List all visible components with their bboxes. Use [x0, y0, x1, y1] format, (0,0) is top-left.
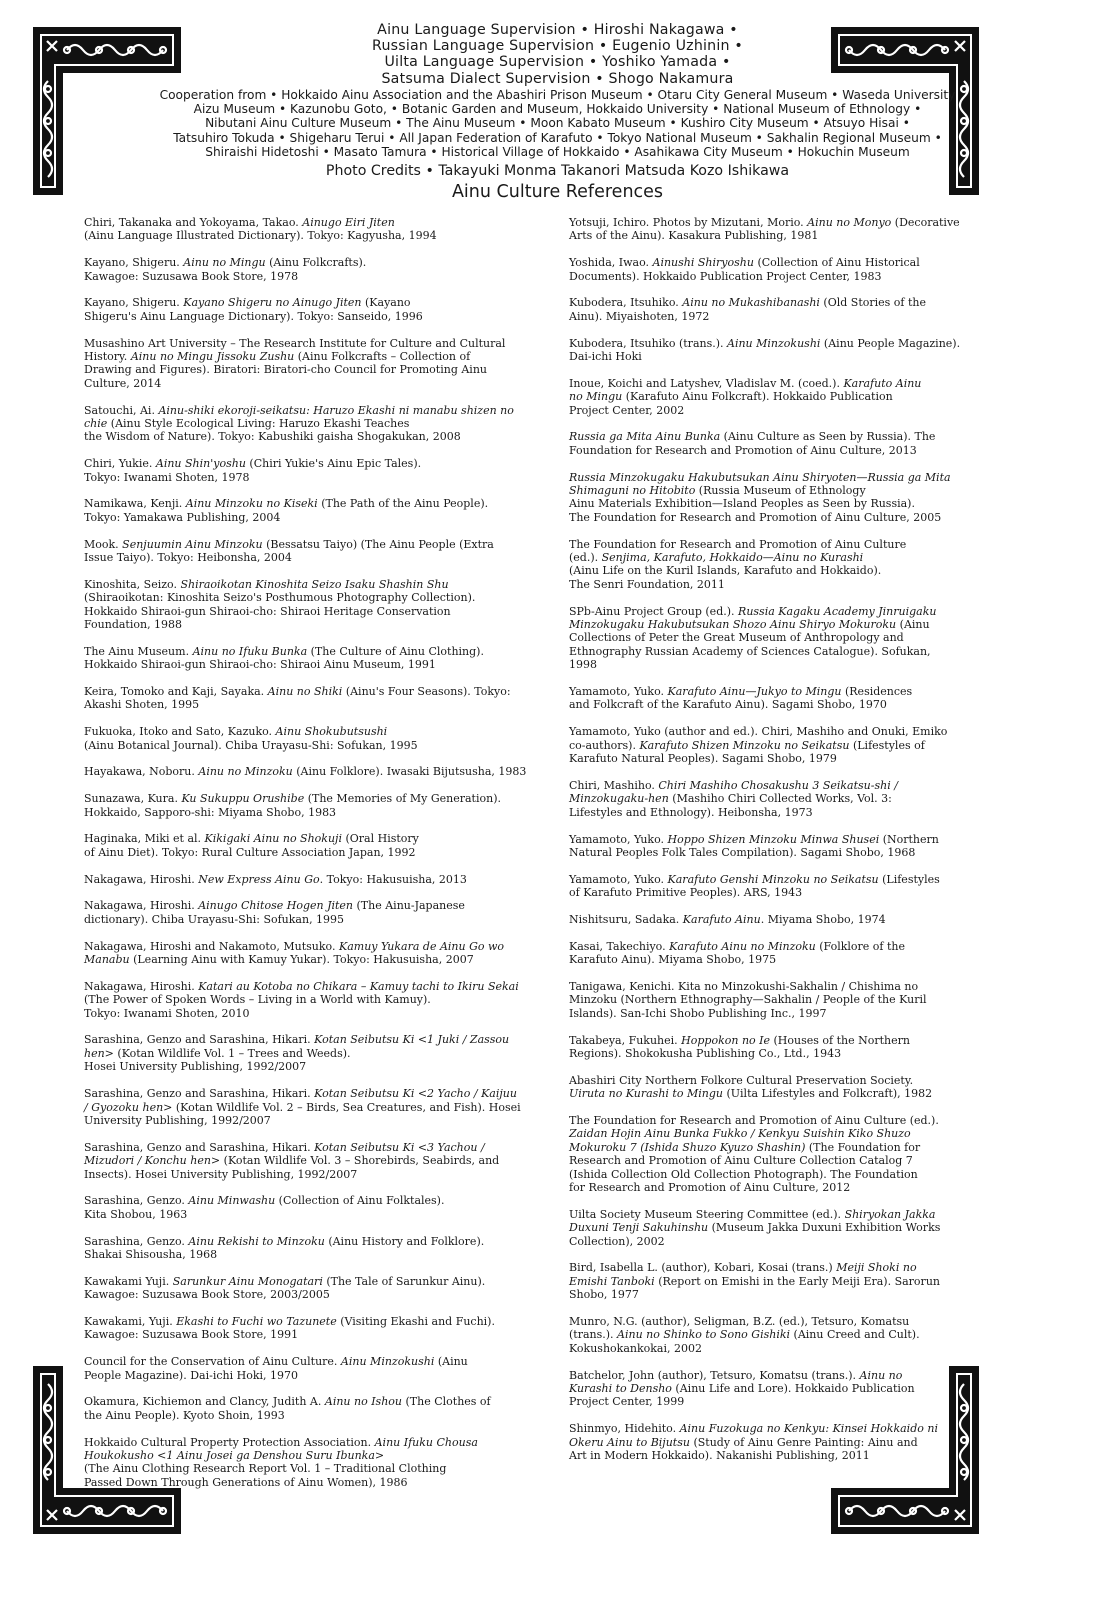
reference-pre: Chiri, Mashiho. [569, 778, 659, 792]
reference-title: New Express Ainu Go [198, 872, 320, 886]
reference-pre: Nishitsuru, Sadaka. [569, 912, 683, 926]
reference-pre: Yoshida, Iwao. [569, 256, 653, 270]
reference-post: (Lifestyles of Karafuto Natural Peoples). Sagami Shobo, 1979 [569, 738, 925, 766]
reference-title: Sarunkur Ainu Monogatari [172, 1274, 323, 1288]
reference-post: (Ainu's Four Seasons). Tokyo: Akashi Shoten, 1995 [84, 685, 511, 712]
reference-post: (Ainu Culture as Seen by Russia). The Foundation for Research and Promotion of Ainu Culture, 2013 [569, 430, 936, 457]
reference-title: Ainu Ifuku Chousa Houkokusho <1 Ainu Josei ga Denshou Suru Ibunka> [84, 1435, 478, 1462]
reference-entry [84, 216, 536, 243]
reference-entry [569, 1208, 973, 1248]
reference-entry [569, 296, 973, 323]
reference-entry [569, 873, 973, 900]
reference-entry [84, 1395, 536, 1422]
reference-pre: Sarashina, Genzo. [84, 1194, 189, 1208]
reference-post: (Ainu Collections of Peter the Great Museum of Anthropology and Ethnography Russian Academy of Sciences Catalogue). Sofukan, 1998 [569, 618, 931, 672]
reference-post: (Ainu Botanical Journal). Chiba Urayasu-Shi: Sofukan, 1995 [84, 738, 418, 752]
reference-post: (The Foundation for Research and Promotion of Ainu Culture Collection Catalog 7 (Ishida Collection Old Collection Photograph). The Foundation for Research and Promotion of Ainu Culture, 2012 [569, 1140, 921, 1194]
reference-pre: Inoue, Koichi and Latyshev, Vladislav M. (coed.). [569, 376, 844, 390]
reference-entry [84, 1355, 536, 1382]
reference-title: Kotan Seibutsu Ki <1 Juki / Zassou hen> [84, 1033, 510, 1060]
reference-pre: Kayano, Shigeru. [84, 256, 184, 270]
reference-pre: Nakagawa, Hiroshi. [84, 899, 199, 913]
reference-entry [84, 404, 536, 444]
reference-pre: Sarashina, Genzo and Sarashina, Hikari. [84, 1140, 315, 1154]
reference-post: . Miyama Shobo, 1974 [760, 912, 886, 926]
reference-post: (Ainu Creed and Cult). Kokushokankokai, 2002 [569, 1328, 920, 1355]
cooperation-line: Aizu Museum • Kazunobu Goto, • Botanic Garden and Museum, Hokkaido University • National Museum of Ethnology • [193, 102, 922, 117]
reference-post: (Kotan Wildlife Vol. 3 – Shorebirds, Seabirds, and Insects). Hosei University Publishing, 1992/2007 [84, 1154, 500, 1181]
reference-title: Ainu no Shiki [267, 685, 343, 699]
reference-post: (Decorative Arts of the Ainu). Kasakura Publishing, 1981 [569, 216, 960, 243]
reference-post: (Ainu Folkcrafts). Kawagoe: Suzusawa Book Store, 1978 [84, 256, 367, 283]
reference-pre: Kinoshita, Seizo. [84, 577, 181, 591]
reference-post: (Oral History of Ainu Diet). Tokyo: Rural Culture Association Japan, 1992 [84, 832, 419, 859]
reference-title: Kotan Seibutsu Ki <2 Yacho / Kaijuu / Gyozoku hen> [84, 1087, 517, 1114]
reference-entry [569, 1114, 973, 1194]
reference-pre: Kawakami Yuji. [84, 1274, 173, 1288]
reference-post: (Karafuto Ainu Folkcraft). Hokkaido Publication Project Center, 2002 [569, 390, 893, 417]
reference-post: (Chiri Yukie's Ainu Epic Tales). Tokyo: Iwanami Shoten, 1978 [84, 457, 422, 484]
reference-title: Shiryokan Jakka Duxuni Tenji Sakuhinshu [569, 1207, 936, 1235]
reference-pre: Hokkaido Cultural Property Protection Association. [84, 1435, 375, 1449]
reference-entry [84, 1436, 536, 1490]
reference-entry [84, 873, 536, 886]
reference-pre: Tanigawa, Kenichi. Kita no Minzokushi-Sakhalin / Chishima no Minzoku (Northern Ethnography—Sakhalin / People of the Kuril Islands). San-Ichi Shobo Publishing Inc., 1997 [569, 979, 927, 1020]
reference-post: (Visiting Ekashi and Fuchi). Kawagoe: Suzusawa Book Store, 1991 [84, 1314, 495, 1342]
reference-post: (Ainu People Magazine). Dai-ichi Hoki [569, 336, 961, 364]
reference-pre: Kawakami, Yuji. [84, 1314, 177, 1328]
reference-post: (Kotan Wildlife Vol. 1 – Trees and Weeds). Hosei University Publishing, 1992/2007 [84, 1046, 351, 1074]
reference-title: Senjima, Karafuto, Hokkaido—Ainu no Kurashi [601, 551, 864, 565]
reference-entry [569, 605, 973, 672]
reference-pre: Yotsuji, Ichiro. Photos by Mizutani, Morio. [569, 216, 808, 229]
reference-pre: Chiri, Yukie. [84, 457, 156, 471]
reference-title: Russia Kagaku Academy Jinruigaku Minzokugaku Hakubutsukan Shozo Ainu Shiryo Mokuroku [569, 604, 937, 632]
reference-entry [569, 685, 973, 712]
reference-post: . Tokyo: Hakusuisha, 2013 [319, 872, 467, 886]
reference-entry [569, 980, 973, 1020]
reference-title: Karafuto Ainu—Jukyo to Mingu [667, 685, 842, 699]
cooperation-line: Cooperation from • Hokkaido Ainu Association and the Abashiri Prison Museum • Otaru City General Museum • Waseda University [159, 87, 956, 102]
reference-pre: Fukuoka, Itoko and Sato, Kazuko. [84, 725, 276, 739]
reference-entry [84, 1235, 536, 1262]
reference-entry [84, 980, 536, 1020]
reference-title: Ainu no Ifuku Bunka [192, 644, 308, 658]
reference-post: (Ainu Folklore). Iwasaki Bijutsusha, 1983 [292, 765, 527, 779]
reference-post: (The Path of the Ainu People). Tokyo: Yamakawa Publishing, 2004 [84, 497, 489, 524]
reference-pre: Yamamoto, Yuko (author and ed.). Chiri, Mashiho and Onuki, Emiko co-authors). [569, 725, 948, 752]
reference-post: (Ainu Life and Lore). Hokkaido Publication Project Center, 1999 [569, 1381, 915, 1409]
reference-entry [569, 256, 973, 283]
reference-title: Kamuy Yukara de Ainu Go wo Manabu [84, 939, 505, 967]
reference-pre: Sarashina, Genzo and Sarashina, Hikari. [84, 1087, 315, 1101]
reference-pre: Yamamoto, Yuko. [569, 832, 668, 846]
reference-title: Ekashi to Fuchi wo Tazunete [176, 1314, 337, 1328]
reference-post: (Lifestyles of Karafuto Primitive Peoples). ARS, 1943 [569, 872, 940, 900]
reference-title: Russia ga Mita Ainu Bunka [569, 430, 721, 444]
reference-entry [84, 1141, 536, 1181]
reference-entry [84, 1194, 536, 1221]
supervision-line: Ainu Language Supervision • Hiroshi Nakagawa • [377, 22, 738, 38]
reference-pre: Munro, N.G. (author), Seligman, B.Z. (ed.), Tetsuro, Komatsu (trans.). [569, 1314, 910, 1342]
reference-pre: Namikawa, Kenji. [84, 497, 186, 511]
reference-post: (Ainu Style Ecological Living: Haruzo Ekashi Teaches the Wisdom of Nature). Tokyo: Kabushiki gaisha Shogakukan, 2008 [84, 417, 461, 444]
reference-title: Kotan Seibutsu Ki <3 Yachou / Mizudori / Konchu hen> [84, 1140, 485, 1168]
reference-title: Hoppo Shizen Minzoku Minwa Shusei [667, 832, 880, 846]
reference-entry [84, 296, 536, 323]
reference-title: Ainu Minwashu [188, 1194, 276, 1208]
reference-pre: Nakagawa, Hiroshi. [84, 872, 199, 886]
reference-title: Ainu Fuzokuga no Kenkyu: Kinsei Hokkaido ni Okeru Ainu to Bijutsu [569, 1422, 938, 1449]
reference-title: Ainugo Chitose Hogen Jiten [198, 899, 354, 913]
reference-post: (The Tale of Sarunkur Ainu). Kawagoe: Suzusawa Book Store, 2003/2005 [84, 1274, 486, 1302]
supervision-line: Russian Language Supervision • Eugenio Uzhinin • [372, 38, 743, 55]
reference-pre: The Ainu Museum. [84, 644, 193, 658]
reference-post: (The Clothes of the Ainu People). Kyoto Shoin, 1993 [84, 1395, 491, 1422]
reference-entry [84, 832, 536, 859]
reference-pre: The Foundation for Research and Promotion of Ainu Culture (ed.). [569, 537, 907, 565]
reference-title: Karafuto Ainu no Minzoku [669, 939, 816, 953]
reference-title: Ainu no Mukashibanashi [682, 296, 820, 310]
reference-post: (Old Stories of the Ainu). Miyaishoten, 1972 [569, 296, 926, 323]
reference-title: Ainu Minzokushi [727, 336, 821, 350]
reference-pre: Kubodera, Itsuhiko. [569, 296, 683, 310]
reference-post: (Ainu Life on the Kuril Islands, Karafuto and Hokkaido). The Senri Foundation, 2011 [569, 564, 882, 591]
reference-entry [84, 899, 536, 926]
credits-header [0, 22, 1115, 202]
reference-post: (Ainu People Magazine). Dai-ichi Hoki, 1970 [84, 1355, 468, 1382]
reference-post: (Learning Ainu with Kamuy Yukar). Tokyo: Hakusuisha, 2007 [129, 953, 474, 967]
reference-pre: Kubodera, Itsuhiko (trans.). [569, 336, 728, 350]
reference-title: Russia Minzokugaku Hakubutsukan Ainu Shiryoten—Russia ga Mita Shimaguni no Hitobito [569, 470, 951, 498]
reference-entry [569, 1034, 973, 1061]
reference-post: (Uilta Lifestyles and Folkcraft), 1982 [722, 1087, 933, 1101]
reference-pre: The Foundation for Research and Promotion of Ainu Culture (ed.). [569, 1113, 939, 1127]
reference-post: (Residences and Folkcraft of the Karafuto Ainu). Sagami Shobo, 1970 [569, 685, 913, 712]
reference-title: Ainu Shokubutsushi [275, 725, 388, 739]
reference-title: Ainu no Shinko to Sono Gishiki [617, 1328, 791, 1342]
reference-entry [569, 1369, 973, 1409]
reference-post: (Houses of the Northern Regions). Shokokusha Publishing Co., Ltd., 1943 [569, 1033, 910, 1060]
reference-entry [84, 1033, 536, 1073]
reference-post: (Russia Museum of Ethnology Ainu Materials Exhibition—Island Peoples as Seen by Russia). The Foundation for Research and Promotion of Ainu Culture, 2005 [569, 484, 942, 524]
reference-post: (The Power of Spoken Words – Living in a World with Kamuy). Tokyo: Iwanami Shoten, 2010 [84, 993, 431, 1020]
reference-title: Shiraoikotan Kinoshita Seizo Isaku Shashin Shu [180, 577, 449, 591]
references-column-right [569, 216, 973, 1476]
reference-entry [569, 1315, 973, 1355]
reference-pre: Yamamoto, Yuko. [569, 872, 668, 886]
reference-pre: Hayakawa, Noboru. [84, 765, 199, 779]
reference-entry [569, 940, 973, 967]
reference-post: (Ainu History and Folklore). Shakai Shisousha, 1968 [84, 1234, 485, 1261]
reference-pre: Keira, Tomoko and Kaji, Sayaka. [84, 685, 268, 699]
reference-title: Chiri Mashiho Chosakushu 3 Seikatsu-shi / Minzokugaku-hen [569, 778, 898, 806]
reference-post: (Folklore of the Karafuto Ainu). Miyama Shobo, 1975 [569, 939, 906, 967]
cooperation-line: Nibutani Ainu Culture Museum • The Ainu Museum • Moon Kabato Museum • Kushiro City Museum • Atsuyo Hisai • [205, 116, 910, 131]
reference-title: Karafuto Ainu [682, 912, 761, 926]
cooperation-line: Shiraishi Hidetoshi • Masato Tamura • Historical Village of Hokkaido • Asahikawa City Museum • Hokuchin Museum [205, 145, 910, 159]
reference-entry [569, 833, 973, 860]
reference-entry [569, 538, 973, 592]
reference-pre: Uilta Society Museum Steering Committee (ed.). [569, 1207, 845, 1221]
reference-entry [569, 337, 973, 364]
reference-title: Ainu no Ishou [324, 1395, 402, 1409]
reference-pre: Kayano, Shigeru. [84, 296, 184, 310]
reference-title: Uiruta no Kurashi to Mingu [569, 1087, 723, 1101]
reference-pre: Haginaka, Miki et al. [84, 832, 205, 846]
reference-pre: Sarashina, Genzo and Sarashina, Hikari. [84, 1033, 315, 1047]
reference-entry [84, 337, 536, 391]
reference-entry [569, 1261, 973, 1301]
reference-post: (Kayano Shigeru's Ainu Language Dictionary). Tokyo: Sanseido, 1996 [84, 296, 423, 323]
reference-post: (Study of Ainu Genre Painting: Ainu and Art in Modern Hokkaido). Nakanishi Publishing, 2011 [569, 1435, 918, 1462]
reference-post: (Bessatsu Taiyo) (The Ainu People (Extra Issue Taiyo). Tokyo: Heibonsha, 2004 [84, 537, 494, 565]
reference-title: Senjuumin Ainu Minzoku [122, 537, 263, 551]
reference-post: (Collection of Ainu Folktales). Kita Shobou, 1963 [84, 1194, 445, 1221]
reference-entry [569, 1422, 973, 1462]
reference-pre: Batchelor, John (author), Tetsuro, Komatsu (trans.). [569, 1368, 860, 1382]
reference-title: Kayano Shigeru no Ainugo Jiten [183, 296, 362, 310]
reference-pre: Sunazawa, Kura. [84, 792, 182, 806]
reference-title: Ainu Rekishi to Minzoku [188, 1234, 325, 1248]
reference-title: Ainu no Minzoku [198, 765, 293, 779]
reference-entry [569, 913, 973, 926]
reference-entry [84, 1315, 536, 1342]
reference-title: Ainugo Eiri Jiten [302, 216, 395, 229]
reference-entry [84, 256, 536, 283]
reference-post: (The Culture of Ainu Clothing). Hokkaido Shiraoi-gun Shiraoi-cho: Shiraoi Ainu Museum, 1991 [84, 644, 484, 672]
reference-entry [84, 497, 536, 524]
reference-pre: Shinmyo, Hidehito. [569, 1422, 680, 1436]
cooperation-line: Tatsuhiro Tokuda • Shigeharu Terui • All Japan Federation of Karafuto • Tokyo National Museum • Sakhalin Regional Museum • [173, 130, 942, 145]
reference-title: Ainushi Shiryoshu [652, 256, 754, 270]
reference-post: (Kotan Wildlife Vol. 2 – Birds, Sea Creatures, and Fish). Hosei University Publishing, 1992/2007 [84, 1100, 521, 1127]
cooperation-block [0, 88, 1115, 159]
reference-title: Ainu no Monyo [807, 216, 892, 229]
reference-pre: Council for the Conservation of Ainu Culture. [84, 1355, 341, 1369]
reference-pre: Mook. [84, 537, 123, 551]
reference-post: (The Ainu Clothing Research Report Vol. 1 – Traditional Clothing Passed Down Through Generations of Ainu Women), 1986 [84, 1462, 447, 1489]
reference-entry [84, 725, 536, 752]
reference-title: Ainu no Mingu [183, 256, 266, 270]
reference-pre: Yamamoto, Yuko. [569, 685, 668, 699]
reference-post: (The Ainu-Japanese dictionary). Chiba Urayasu-Shi: Sofukan, 1995 [84, 899, 465, 926]
reference-pre: Satouchi, Ai. [84, 403, 159, 417]
reference-title: Ainu no Kurashi to Densho [569, 1368, 903, 1395]
reference-entry [569, 430, 973, 457]
reference-entry [84, 792, 536, 819]
reference-title: Katari au Kotoba no Chikara – Kamuy tachi to Ikiru Sekai [198, 979, 519, 993]
reference-post: (Shiraoikotan: Kinoshita Seizo's Posthumous Photography Collection). Hokkaido Shiraoi-gun Shiraoi-cho: Shiraoi Heritage Conservation Foundation, 1988 [84, 591, 476, 632]
reference-title: Karafuto Genshi Minzoku no Seikatsu [667, 872, 879, 886]
reference-pre: Sarashina, Genzo. [84, 1234, 189, 1248]
reference-title: Ainu Minzoku no Kiseki [185, 497, 318, 511]
reference-entry [569, 1074, 973, 1101]
reference-entry [569, 471, 973, 525]
reference-title: Karafuto Shizen Minzoku no Seikatsu [639, 738, 850, 752]
reference-post: (Ainu Folkcrafts – Collection of Drawing and Figures). Biratori: Biratori-cho Council for Promoting Ainu Culture, 2014 [84, 350, 487, 390]
reference-pre: Abashiri City Northern Folkore Cultural Preservation Society. [569, 1073, 914, 1087]
reference-post: (Museum Jakka Duxuni Exhibition Works Collection), 2002 [569, 1221, 941, 1248]
reference-title: Zaidan Hojin Ainu Bunka Fukko / Kenkyu Suishin Kiko Shuzo Mokuroku 7 (Ishida Shuzo Kyuzo Shashin) [569, 1127, 911, 1154]
supervision-line: Satsuma Dialect Supervision • Shogo Nakamura [381, 70, 734, 87]
references-column-left [84, 216, 536, 1503]
reference-pre: Nakagawa, Hiroshi and Nakamoto, Mutsuko. [84, 939, 339, 953]
reference-title: Ainu Minzokushi [340, 1355, 435, 1369]
reference-post: (Report on Emishi in the Early Meiji Era). Sarorun Shobo, 1977 [569, 1274, 940, 1302]
reference-title: Karafuto Ainu no Mingu [569, 376, 922, 404]
reference-entry [84, 578, 536, 632]
reference-pre: Kasai, Takechiyo. [569, 939, 670, 953]
reference-entry [569, 779, 973, 819]
reference-entry [569, 216, 973, 243]
reference-pre: Musashino Art University – The Research Institute for Culture and Cultural History. [84, 336, 506, 364]
reference-entry [84, 457, 536, 484]
reference-post: (Ainu Language Illustrated Dictionary). Tokyo: Kagyusha, 1994 [84, 229, 437, 243]
reference-post: (The Memories of My Generation). Hokkaido, Sapporo-shi: Miyama Shobo, 1983 [84, 792, 501, 819]
reference-title: Ku Sukuppu Orushibe [181, 792, 305, 806]
reference-entry [84, 1275, 536, 1302]
reference-entry [569, 377, 973, 417]
reference-pre: Okamura, Kichiemon and Clancy, Judith A. [84, 1395, 325, 1409]
reference-title: Ainu Shin'yoshu [155, 457, 246, 471]
references-title: Ainu Culture References [451, 182, 664, 203]
reference-post: (Collection of Ainu Historical Documents). Hokkaido Publication Project Center, 1983 [569, 256, 920, 283]
reference-title: Ainu no Mingu Jissoku Zushu [130, 350, 295, 364]
reference-title: Kikigaki Ainu no Shokuji [204, 832, 342, 846]
reference-title: Hoppokon no Ie [681, 1033, 771, 1047]
reference-post: (Mashiho Chiri Collected Works, Vol. 3: Lifestyles and Ethnology). Heibonsha, 1973 [569, 792, 892, 819]
reference-pre: Chiri, Takanaka and Yokoyama, Takao. [84, 216, 303, 229]
reference-entry [84, 940, 536, 967]
reference-pre: Nakagawa, Hiroshi. [84, 979, 199, 993]
reference-entry [84, 685, 536, 712]
reference-entry [569, 725, 973, 765]
reference-pre: Takabeya, Fukuhei. [569, 1033, 682, 1047]
reference-title: Meiji Shoki no Emishi Tanboki [569, 1261, 917, 1288]
reference-entry [84, 538, 536, 565]
reference-entry [84, 1087, 536, 1127]
reference-entry [84, 645, 536, 672]
reference-entry [84, 765, 536, 778]
photo-credits: Photo Credits • Takayuki Monma Takanori Matsuda Kozo Ishikawa [325, 163, 790, 180]
supervision-line: Uilta Language Supervision • Yoshiko Yamada • [384, 54, 731, 71]
reference-post: (Northern Natural Peoples Folk Tales Compilation). Sagami Shobo, 1968 [569, 832, 939, 859]
reference-title: Ainu-shiki ekoroji-seikatsu: Haruzo Ekashi ni manabu shizen no chie [84, 403, 514, 431]
reference-pre: Bird, Isabella L. (author), Kobari, Kosai (trans.) [569, 1261, 837, 1275]
reference-pre: SPb-Ainu Project Group (ed.). [569, 604, 739, 618]
